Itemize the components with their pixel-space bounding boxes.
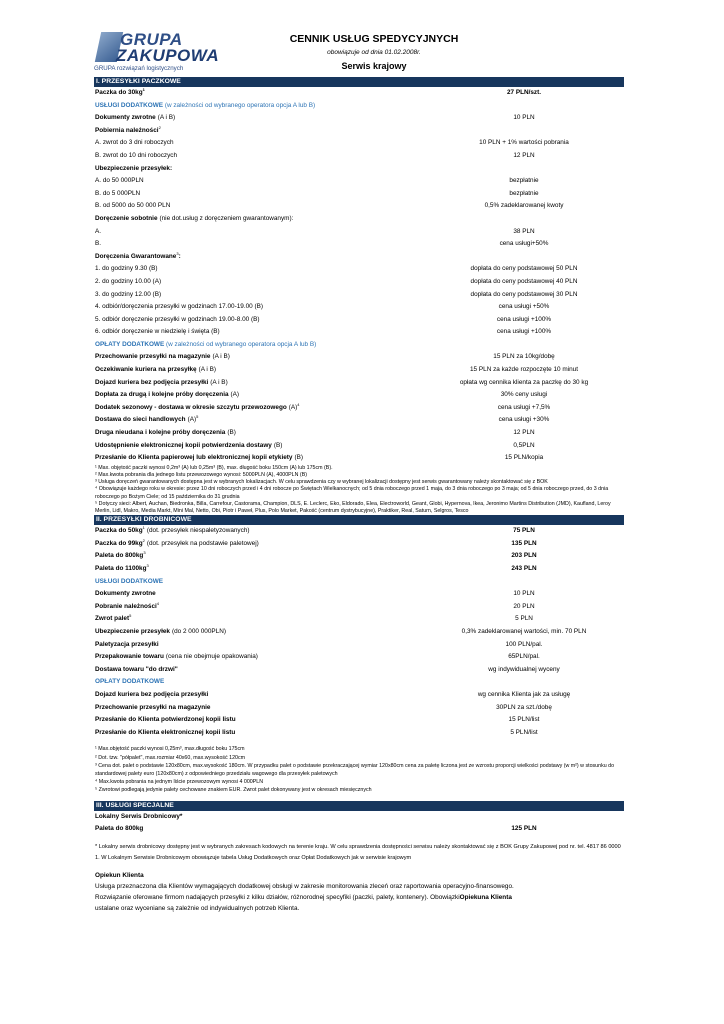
client-care-text: [94, 892, 624, 903]
row-value: 10 PLN: [513, 114, 535, 122]
table-row: [94, 112, 624, 125]
table-row: [94, 727, 624, 740]
footnote: ³ Usługa doręczeń gwarantowanych dostępna jest w wybranych lokalizacjach. W celu sprawdzenia czy w wybranej lokalizacji dostępny jest serwis gwarantowany należy skontaktować się z BOK: [95, 479, 548, 486]
table-row: [94, 301, 624, 314]
subsection-header: [94, 576, 624, 589]
row-value: dopłata do ceny podstawowej 40 PLN: [470, 277, 578, 285]
row-label: Pobranie należności: [95, 602, 157, 610]
table-row: [94, 87, 624, 100]
row-label: Paleta do 800kg: [95, 552, 144, 560]
footnote: ¹ Max.objętość paczki wynosi 0,25m³, max.długość boku 175cm: [95, 746, 245, 753]
footnote-mark: 2: [142, 537, 145, 543]
row-label: Paczka do 50kg: [95, 527, 143, 535]
row-value: cena usługi +50%: [498, 303, 550, 311]
table-row: [94, 238, 624, 251]
table-row: [94, 823, 624, 836]
row-label: Dostawa towaru "do drzwi": [95, 665, 178, 673]
table-row: [94, 351, 624, 364]
footnote: ¹ Max. objętość paczki wynosi 0,2m³ (A) lub 0,25m³ (B), max. długość boku 150cm (A) lub 175cm (B).: [95, 464, 333, 471]
row-label: Paczka do 30kg: [95, 89, 143, 96]
row-value: 27 PLN/szt.: [506, 89, 542, 96]
row-label: 5. odbiór doręczenie przesyłki w godzinach 19.00-8.00 (B): [95, 315, 260, 323]
client-care-title: Opiekun Klienta: [95, 871, 144, 879]
row-label: Doręczenia Gwarantowane: [95, 252, 177, 260]
table-row: [94, 702, 624, 715]
footnote-mark: 5: [196, 414, 199, 420]
row-label: Dokumenty zwrotne: [95, 590, 156, 598]
row-label: Dopłata za drugą i kolejne próby doręczenia: [95, 391, 229, 399]
footnotes: [94, 745, 624, 794]
row-label: Dostawa do sieci handlowych: [95, 416, 186, 424]
row-value: 75 PLN: [513, 527, 535, 535]
row-label: Druga nieudana i kolejne próby doręczenia: [95, 429, 226, 437]
row-value: 12 PLN: [513, 429, 535, 437]
row-value: dopłata do ceny podstawowej 30 PLN: [470, 290, 578, 298]
footnote-mark: 3: [143, 550, 146, 556]
row-label: Dojazd kuriera bez podjęcia przesyłki: [95, 378, 209, 386]
table-row: [94, 289, 624, 302]
row-value: 15 PLN/kopia: [504, 454, 544, 462]
row-label: Doręczenie sobotnie: [95, 214, 158, 222]
table-row: [94, 276, 624, 289]
row-label-note: (A i B): [198, 366, 217, 374]
footnote: ⁵ Dotyczy sieci: Albert, Auchan, Biedronka, Billa, Carrefour, Castorama, Champion, DLS, E. Leclerc, Eko, Eldorado, Elea, Electroworld, Geant, Globi, Hypernova, Ikea, Jeronimo Martins Distribution (JMD), Kaufland, Leroy Merlin, Lidl, Makro, Media Markt, Mini Mal, Netto, Obi, Piotr i Paweł, Plus, Polo Market, Pakość (centrum dystrybucyjne), Praktiker, Real, Saturn, Selgros, Tesco: [95, 500, 611, 515]
subsection-title: OPŁATY DODATKOWE: [95, 340, 165, 348]
footnote: ⁵ Zwrotowi podlegają jedynie palety cechowane znakiem EUR. Zwrot palet dokonywany jest w okresach miesięcznych: [95, 787, 372, 794]
table-row: [94, 150, 624, 163]
subsection-title: OPŁATY DODATKOWE: [95, 678, 165, 686]
row-label: Przechowanie przesyłki na magazynie: [95, 703, 211, 711]
table-row: [94, 402, 624, 415]
client-care-text: Usługa przeznaczona dla Klientów wymagających dodatkowej obsługi w zakresie monitorowania zleceń oraz raportowania operacyjno-finansowego.: [95, 882, 514, 890]
row-label: 6. odbiór doręczenie w niedzielę i święta (B): [95, 328, 220, 336]
row-label: Dojazd kuriera bez podjęcia przesyłki: [95, 690, 209, 698]
table-row: [94, 200, 624, 213]
row-value: opłata wg cennika klienta za paczkę do 30 kg: [459, 378, 589, 386]
row-label-note: (A): [230, 391, 240, 399]
subsection-note: (w zależności od wybranego operatora opcja A lub B): [166, 340, 317, 348]
row-label: Przechowanie przesyłki na magazynie: [95, 353, 211, 361]
row-value: 15 PLN za 10kg/dobę: [493, 353, 555, 361]
row-label: B. od 5000 do 50 000 PLN: [95, 202, 171, 210]
row-value: dopłata do ceny podstawowej 50 PLN: [470, 265, 578, 273]
row-label: A.: [95, 227, 102, 235]
row-label: 4. odbiór/doręczenia przesyłki w godzinach 17.00-19.00 (B): [95, 303, 264, 311]
logo-line1: GRUPA: [120, 30, 183, 49]
footnote: ² Max.kwota pobrania dla jednego listu przewozowego wynosi: 5000PLN (A), 4000PLN (B): [95, 472, 307, 479]
table-row: [94, 251, 624, 264]
row-label: Dodatek sezonowy - dostawa w okresie szczytu przewozowego: [95, 403, 287, 411]
footnotes: [94, 465, 624, 515]
table-row: [94, 626, 624, 639]
table-row: [94, 414, 624, 427]
row-label: Paczka do 99kg: [95, 539, 143, 547]
row-label: Lokalny Serwis Drobnicowy*: [95, 812, 183, 820]
row-value: 0,3% zadeklarowanej wartości, min. 70 PLN: [461, 627, 587, 635]
row-label: A. do 50 000PLN: [95, 177, 144, 185]
row-value: 0,5% zadeklarowanej kwoty: [484, 202, 564, 210]
table-row: [94, 427, 624, 440]
row-value: 30% ceny usługi: [500, 391, 548, 399]
row-label: Przesłanie do Klienta potwierdzonej kopii listu: [95, 716, 236, 724]
row-label: Zwrot palet: [95, 615, 130, 623]
row-label-note: (B): [227, 429, 236, 437]
row-value: 243 PLN: [511, 565, 537, 573]
logo-tagline: GRUPA rozwiązań logistycznych: [94, 65, 184, 72]
row-label: B. do 5 000PLN: [95, 189, 141, 197]
footnote: ⁴ Max.kwota pobrania na jednym liście przewozowym wynosi 4 000PLN: [95, 779, 264, 786]
row-value: 203 PLN: [511, 552, 537, 560]
table-row: [94, 613, 624, 626]
row-label-note: (A): [187, 416, 197, 424]
table-row: [94, 377, 624, 390]
row-value: cena usługi +30%: [498, 416, 550, 424]
row-value: 10 PLN: [513, 590, 535, 598]
table-row: [94, 213, 624, 226]
subsection-header: [94, 339, 624, 352]
table-body: [94, 112, 624, 339]
table-row: [94, 440, 624, 453]
row-label-note: (cena nie obejmuje opakowania): [165, 653, 258, 661]
row-label-note: (do 2 000 000PLN): [171, 627, 226, 635]
document-title: CENNIK USŁUG SPEDYCYJNYCH: [289, 33, 459, 45]
row-label: Przesłanie do Klienta papierowej lub elektronicznej kopii etykiety: [95, 454, 293, 462]
client-care-text-part: Rozwiązanie oferowane firmom nadających przesyłki z kilku działów, różnorodnej specyfiki (paczki, palety, kontenery). Obowiązki: [95, 893, 460, 901]
row-value: 135 PLN: [511, 539, 537, 547]
table-row: [94, 639, 624, 652]
table-row: [94, 664, 624, 677]
table-row: [94, 314, 624, 327]
client-care-text: ustalane oraz wyceniane są zależnie od indywidualnych potrzeb Klienta.: [95, 904, 300, 912]
table-row: [94, 326, 624, 339]
row-label: Paleta do 1100kg: [95, 565, 147, 573]
row-label-note: (B): [294, 454, 303, 462]
table-row: [94, 550, 624, 563]
subsection-note: (w zależności od wybranego operatora opcja A lub B): [164, 101, 316, 109]
row-label: A. zwrot do 3 dni roboczych: [95, 139, 174, 147]
row-value: 5 PLN: [515, 615, 533, 623]
row-label: 3. do godziny 12.00 (B): [95, 290, 162, 298]
section-title: I. PRZESYŁKI PACZKOWE: [94, 77, 624, 87]
row-value: wg cennika Klienta jak za usługę: [477, 690, 571, 698]
row-label-note: (A i B): [157, 114, 176, 122]
row-label: Ubezpieczenie przesyłek:: [95, 164, 173, 172]
logo-line2: ZAKUPOWA: [116, 46, 220, 65]
footnote-mark: 3: [146, 562, 149, 568]
footnote: ⁴ Obowiązuje każdego roku w okresie: przez 10 dni roboczych przed i 4 dni robocze po Świętach Wielkanocnych; od 5 dnia roboczego przed 1 maja, do 3 dnia roboczego po 3 maja; od 5 dnia roboczego przed, do 3 dnia roboczego po Bożym Ciele; od 15 października do 31 grudnia: [95, 486, 609, 500]
row-value: bezpłatnie: [509, 189, 539, 197]
row-value: bezpłatnie: [509, 177, 539, 185]
subsection-header: [94, 100, 624, 113]
table-row: [94, 588, 624, 601]
footnote-mark: 4: [156, 600, 160, 606]
row-label-note: (dot. przesyłek niespaletyzowanych): [146, 527, 250, 535]
row-label: Pobiernia należności: [95, 126, 159, 134]
row-label: Przesłanie do Klienta elektronicznej kopii listu: [95, 728, 236, 736]
table-row: [94, 263, 624, 276]
row-label: Udostępnienie elektronicznej kopii potwierdzenia dostawy: [95, 441, 272, 449]
subsection-header: [94, 676, 624, 689]
table-body: [94, 588, 624, 676]
table-body: [94, 525, 624, 575]
row-value: cena usługi +100%: [496, 315, 552, 323]
local-service-note: * Lokalny serwis drobnicowy dostępny jest w wybranych zakresach kodowych na terenie kraju. W celu sprawdzenia dostępności serwisu należy skontaktować się z BOK Grupy Zakupowej pod nr. tel. 4817 86 0000 1. W Lokalnym Serwisie Drobnicowym obowiązuje tabela Usług Dodatkowych oraz Opłat Dodatkowych jak w serwisie krajowym: [95, 843, 621, 861]
table-row: [94, 525, 624, 538]
footnote-mark: 3: [176, 250, 179, 256]
table-row: [94, 163, 624, 176]
row-label-note: (B): [273, 441, 283, 449]
row-label-note: (dot. przesyłek na podstawie paletowej): [146, 539, 259, 547]
row-value: 0,5PLN: [513, 441, 535, 449]
row-label-note: (nie dot.usług z doręczeniem gwarantowanym):: [159, 214, 294, 222]
table-body: [94, 689, 624, 739]
section-title: II. PRZESYŁKI DROBNICOWE: [94, 515, 624, 525]
table-row: [94, 651, 624, 664]
table-row: [94, 226, 624, 239]
table-row: [94, 563, 624, 576]
row-label: 2. do godziny 10.00 (A): [95, 277, 162, 285]
row-value: 65PLN/pal.: [508, 653, 540, 661]
footnote: ² Dot. tzw. "półpalet", max.rozmiar 40x60, max.wysokość 120cm: [95, 754, 246, 761]
row-label: B. zwrot do 10 dni roboczych: [95, 151, 178, 159]
footnote-mark: 1: [142, 86, 145, 92]
table-row: [94, 364, 624, 377]
subsection-title: USŁUGI DODATKOWE: [95, 577, 164, 585]
footnote-mark: 2: [158, 124, 161, 130]
table-body: [94, 351, 624, 464]
table-row: [94, 811, 624, 824]
row-value: 125 PLN: [511, 825, 537, 833]
table-row: [94, 601, 624, 614]
footnote-mark: 5: [129, 613, 132, 619]
subsection-title: USŁUGI DODATKOWE: [95, 101, 164, 109]
row-value: 30PLN za szt./dobę: [496, 703, 552, 711]
row-value: 38 PLN: [513, 227, 535, 235]
row-value: 15 PLN/list: [508, 716, 540, 724]
row-label: 1. do godziny 9.30 (B): [95, 265, 158, 273]
table-row: [94, 125, 624, 138]
row-value: 5 PLN/list: [510, 728, 538, 736]
row-value: cena usługi +7,5%: [497, 403, 551, 411]
footnote-mark: 4: [297, 401, 300, 407]
table-row: [94, 689, 624, 702]
price-table: [94, 77, 624, 914]
table-row: [94, 389, 624, 402]
table-row: [94, 538, 624, 551]
section-title: III. USŁUGI SPECJALNE: [94, 801, 624, 811]
row-value: cena usługi+50%: [499, 240, 549, 248]
row-label-note: (A): [288, 403, 298, 411]
row-label-note: (A i B): [210, 378, 228, 386]
footnote: ³ Cena dot. palet o podstawie 120x80cm, max.wysokość 180cm. W przypadku palet o podstawie przekraczającej wymiar 120x80cm cena za paletę liczona jest ze wzrostu proporcji wielkości podstawy (w m²) w stosunku do standardowej palety euro (120x80cm) z odpowiedniego przedziału wagowego dla przesyłek paletowych: [95, 762, 615, 777]
row-value: cena usługi +100%: [496, 328, 552, 336]
row-label: Paletyzacja przesyłki: [95, 640, 159, 648]
table-row: [94, 452, 624, 465]
row-label: Przepakowanie towaru: [95, 653, 164, 661]
footnote-mark: 1: [142, 525, 145, 531]
table-row: [94, 714, 624, 727]
row-label: Paleta do 800kg: [95, 825, 144, 833]
row-value: 10 PLN + 1% wartości pobrania: [479, 139, 569, 147]
row-value: 15 PLN za każde rozpoczęte 10 minut: [470, 366, 578, 374]
row-label: Oczekiwanie kuriera na przesyłkę: [95, 366, 197, 374]
table-row: [94, 188, 624, 201]
document-subtitle: Serwis krajowy: [341, 61, 407, 71]
row-label-note: :: [178, 252, 181, 260]
client-care-highlight: Opiekuna Klienta: [459, 893, 512, 901]
row-label-note: (A i B): [212, 353, 230, 361]
row-label: Ubezpieczenie przesyłek: [95, 627, 170, 635]
row-value: 12 PLN: [513, 151, 535, 159]
table-row: [94, 175, 624, 188]
row-label: Dokumenty zwrotne: [95, 114, 156, 122]
valid-from: obowiązuje od dnia 01.02.2008r.: [327, 49, 421, 56]
table-row: [94, 137, 624, 150]
row-label: B.: [95, 240, 102, 248]
row-value: 100 PLN/pal.: [505, 640, 543, 648]
row-value: wg indywidualnej wyceny: [488, 665, 560, 673]
row-value: 20 PLN: [513, 602, 535, 610]
